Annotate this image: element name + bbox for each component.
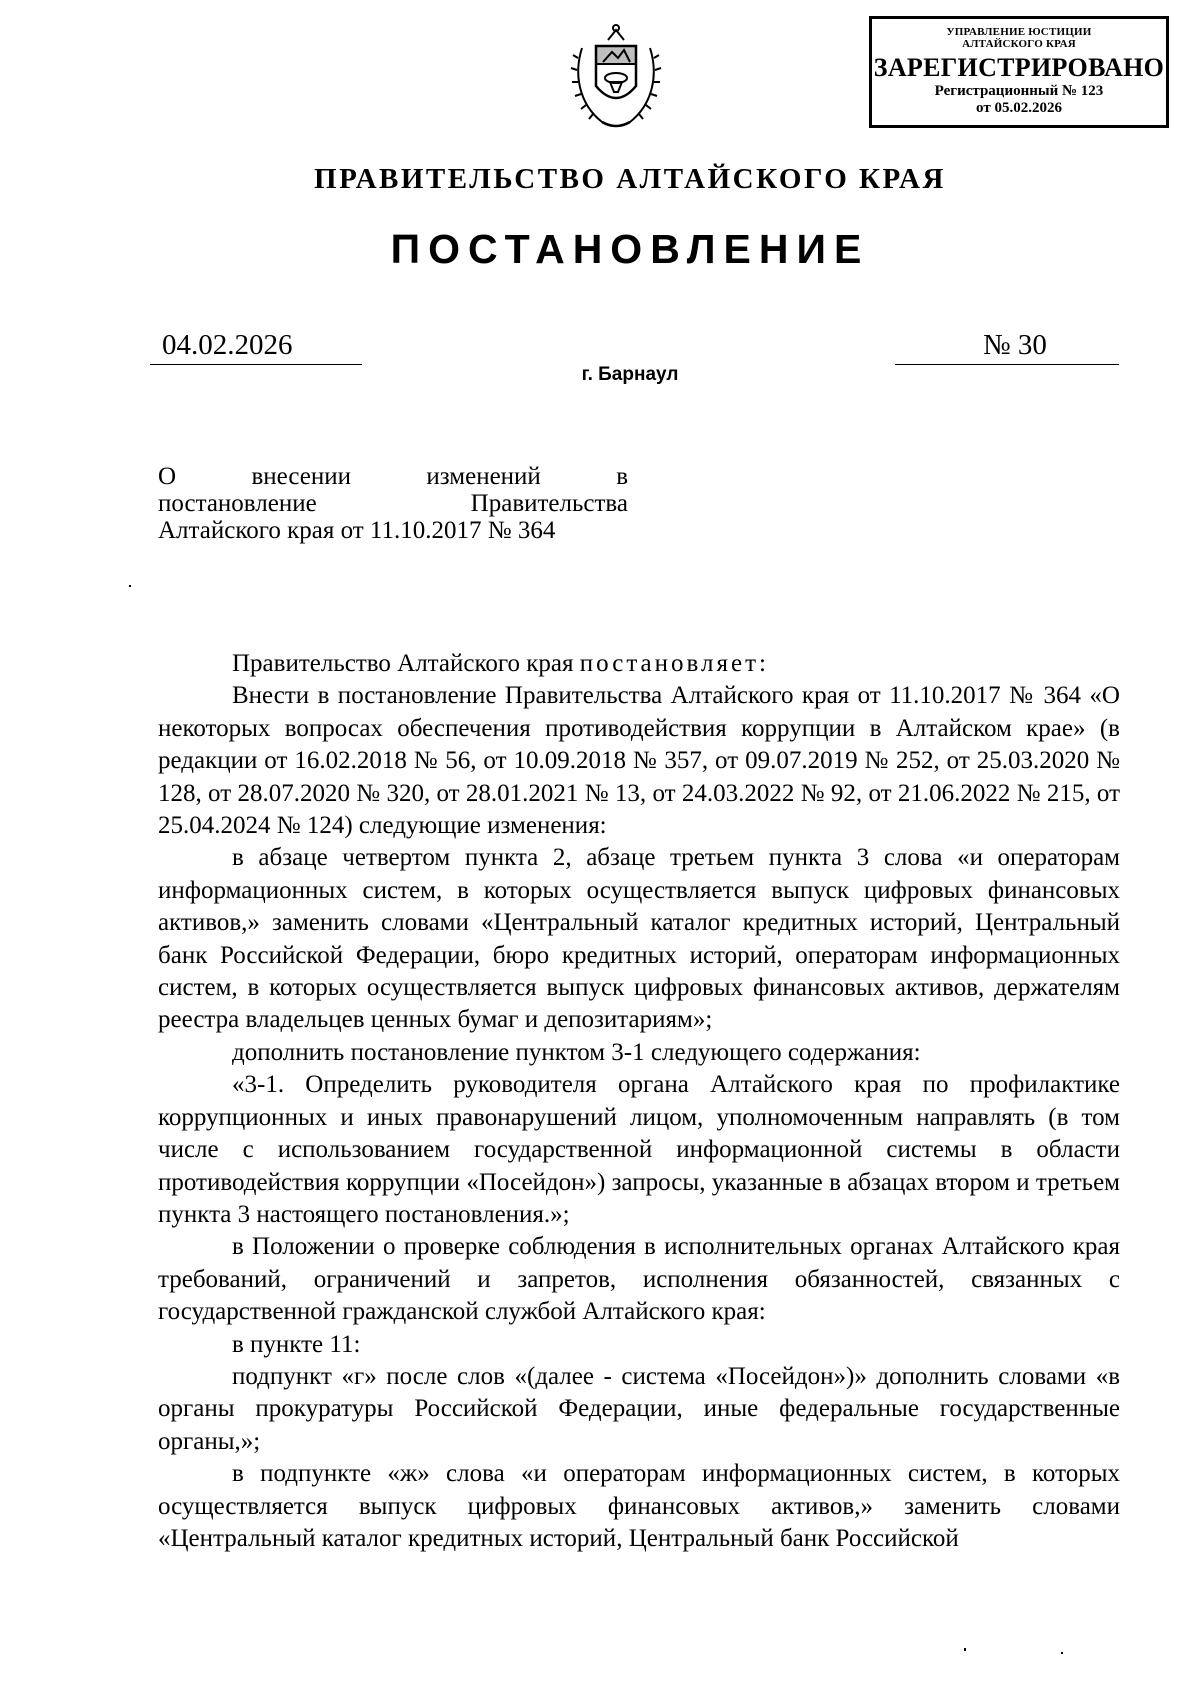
document-type-title: ПОСТАНОВЛЕНИЕ: [390, 226, 870, 272]
intro-verb: постановляет: [579, 650, 759, 677]
document-date: 04.02.2026: [150, 329, 362, 365]
body-paragraph: «3-1. Определить руководителя органа Алтайского края по профилактике коррупционных и иных правонарушений лицом, уполномоченным направлять (в том числе с использованием государственной информационной системы в области противодействия коррупции «Посейдон») запросы, указанные в абзацах втором и третьем пункта 3 настоящего постановления.»;: [158, 1071, 1120, 1228]
stamp-reg-date: от 05.02.2026: [976, 100, 1062, 117]
body-paragraph: в подпункте «ж» слова «и операторам информационных систем, в которых осуществляется выпуск цифровых финансовых активов,» заменить словами «Центральный каталог кредитных историй, Центральный банк Российской: [158, 1460, 1120, 1552]
document-number: № 30: [895, 329, 1119, 365]
body-paragraph: в Положении о проверке соблюдения в исполнительных органах Алтайского края требований, ограничений и запретов, исполнения обязанностей, связанных с государственной гражданской службой Алтайского края:: [158, 1233, 1120, 1326]
scan-speck: [129, 585, 131, 587]
document-body: [158, 648, 1120, 1555]
stamp-status: ЗАРЕГИСТРИРОВАНО: [873, 53, 1165, 83]
scan-speck: [1061, 1652, 1063, 1654]
footer-mark: [964, 1648, 966, 1651]
stamp-reg-number: Регистрационный № 123: [934, 83, 1104, 100]
body-paragraph: в пункте 11:: [232, 1330, 361, 1358]
document-city: г. Барнаул: [581, 364, 679, 385]
body-paragraph: в абзаце четвертом пункта 2, абзаце третьем пункта 3 слова «и операторам информационных систем, в которых осуществляется выпуск цифровых финансовых активов,» заменить словами «Центральный каталог кредитных историй, Центральный банк Российской Федерации, бюро кредитных историй, операторам информационных систем, в которых осуществляется выпуск цифровых финансовых активов, держателям реестра владельцев ценных бумаг и депозитариям»;: [158, 844, 1120, 1034]
coat-of-arms-icon: [568, 18, 664, 136]
body-paragraph: Внести в постановление Правительства Алтайского края от 11.10.2017 № 364 «О некоторых вопросах обеспечения противодействия коррупции в Алтайском крае» (в редакции от 16.02.2018 № 56, от 10.09.2018 № 357, от 09.07.2019 № 252, от 25.03.2020 № 128, от 28.07.2020 № 320, от 28.01.2021 № 13, от 24.03.2022 № 92, от 21.06.2022 № 215, от 25.04.2024 № 124) следующие изменения:: [158, 682, 1120, 840]
government-title: ПРАВИТЕЛЬСТВО АЛТАЙСКОГО КРАЯ: [314, 163, 946, 195]
document-subject: [158, 463, 628, 544]
subject-line: О внесении изменений в: [158, 463, 628, 490]
intro-paragraph: [158, 648, 1120, 680]
stamp-agency-line2: АЛТАЙСКОГО КРАЯ: [962, 37, 1076, 50]
intro-prefix: Правительство Алтайского края: [232, 650, 580, 677]
body-paragraph: дополнить постановление пунктом 3-1 следующего содержания:: [232, 1038, 921, 1066]
stamp-agency-line1: УПРАВЛЕНИЕ ЮСТИЦИИ: [946, 26, 1092, 38]
registration-stamp: [869, 16, 1169, 128]
body-paragraph: подпункт «г» после слов «(далее - система «Посейдон»)» дополнить словами «в органы прокуратуры Российской Федерации, иные федеральные государственные органы,»;: [158, 1362, 1120, 1455]
subject-line: постановление Правительства: [158, 490, 628, 517]
subject-line: Алтайского края от 11.10.2017 № 364: [158, 517, 556, 544]
intro-suffix: :: [759, 650, 766, 677]
